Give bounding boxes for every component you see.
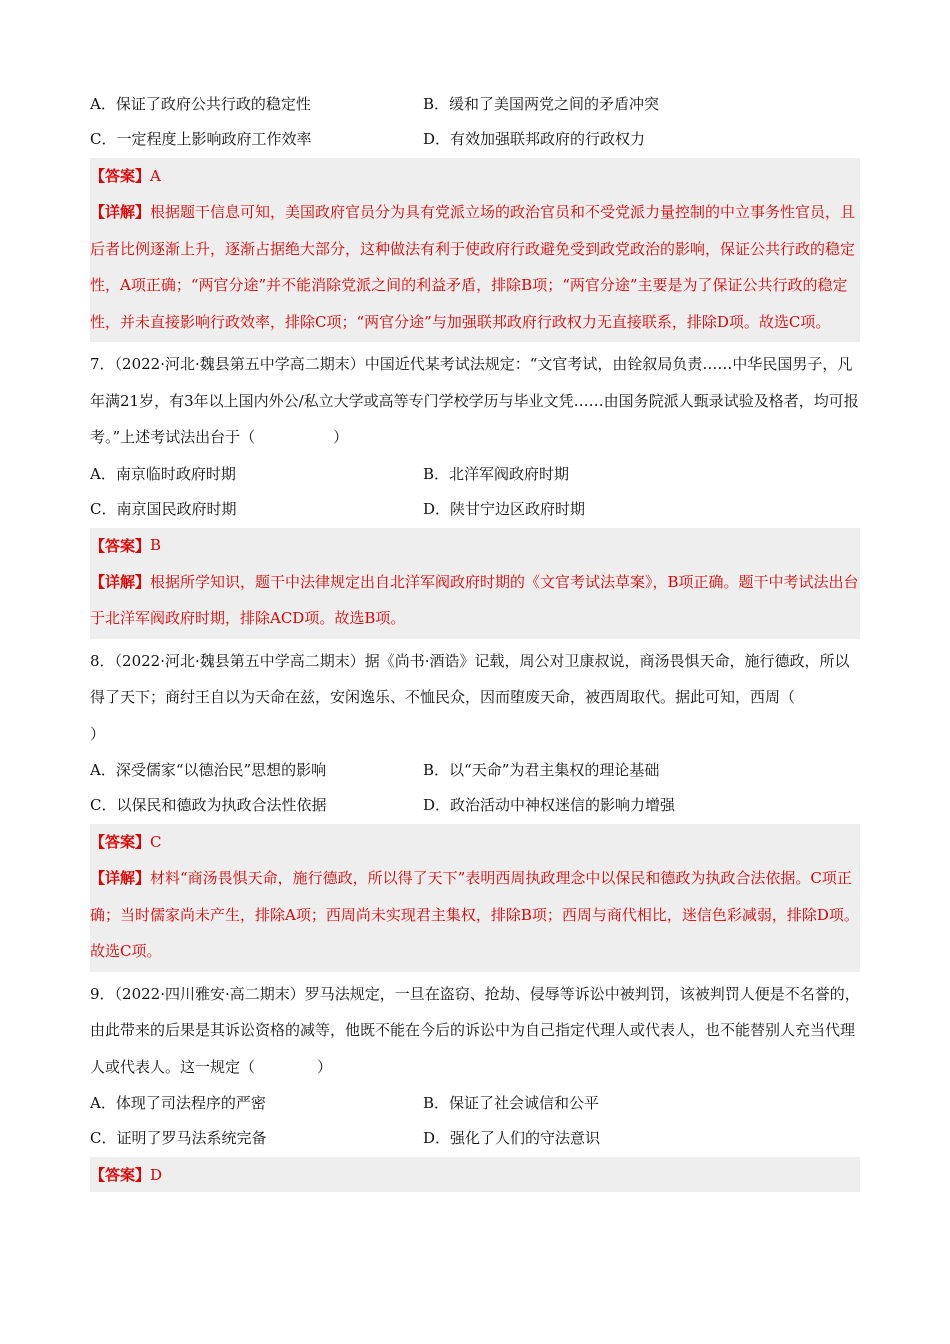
question-9-options [90,1085,860,1155]
answer-value: D [150,1165,163,1184]
option-row [90,1085,860,1120]
option-a: A．南京临时政府时期 [90,464,236,483]
answer-tag: 【答案】 [90,536,151,555]
answer-box-7 [90,528,860,639]
option-a: A．深受儒家“以德治民”思想的影响 [90,761,327,779]
stem-text: 9．（2022·四川雅安·高二期末）罗马法规定，一旦在盗窃、抢劫、侵辱等诉讼中被判罚，该被判罚人便是不名誉的，由此带来的后果是其诉讼资格的减等，他既不能在今后的诉讼中为自己指定代理人或代表人，也不能替别人充当代理人或代表人。这一规定（ [90,984,860,1076]
answer-tag: 【答案】 [90,167,151,185]
option-c: C．证明了罗马法系统完备 [90,1129,267,1147]
question-8-options [90,752,860,822]
explanation [90,193,860,342]
answer-tag: 【答案】 [90,1166,151,1184]
stem-text: 8．（2022·河北·魏县第五中学高二期末）据《尚书·酒诰》记载，周公对卫康叔说，商汤畏惧天命，施行德政，所以得了天下；商纣王自以为天命在兹，安闲逸乐、不恤民众，因而堕废天命，被西周取代。据此可知，西周（ [90,651,850,706]
option-c: C．一定程度上影响政府工作效率 [90,130,312,148]
answer-line [90,824,860,859]
explanation [90,859,860,972]
explanation [90,563,860,639]
option-b: B．以“天命”为君主集权的理论基础 [423,761,660,779]
answer-value: A [150,166,161,185]
option-row [90,1120,860,1155]
answer-line [90,1157,860,1192]
option-c: C．以保民和德政为执政合法性依据 [90,796,327,814]
detail-text: 根据题干信息可知，美国政府官员分为具有党派立场的政治官员和不受党派力量控制的中立事务性官员，且后者比例逐渐上升，逐渐占据绝大部分，这种做法有利于使政府行政避免受到政党政治的影响，保证公共行政的稳定性，A项正确；“两官分途”并不能消除党派之间的利益矛盾，排除B项；“两官分途”主要是为了保证公共行政的稳定性，并未直接影响行政效率，排除C项；“两官分途”与加强联邦政府行政权力无直接联系，排除D项。故选C项。 [90,203,856,331]
option-row [90,456,860,491]
detail-text: 材料“商汤畏惧天命，施行德政，所以得了天下”表明西周执政理念中以保民和德政为执政合法依据。C项正确；当时儒家尚未产生，排除A项；西周尚未实现君主集权，排除B项；西周与商代相比，迷信色彩减弱，排除D项。故选C项。 [90,869,859,960]
answer-box-9 [90,1157,860,1192]
stem-end: ） [90,724,106,743]
stem-end: ） [317,1057,333,1076]
stem-end: ） [333,428,349,446]
question-9-stem [90,974,860,1086]
question-7-options [90,456,860,526]
answer-value: C [150,832,162,851]
stem-text: 7．（2022·河北·魏县第五中学高二期末）中国近代某考试法规定：“文官考试，由铨叙局负责……中华民国男子，凡年满21岁，有3年以上国内外公/私立大学或高等专门学校学历与毕业文凭……由国务院派人甄录试验及格者，均可报考。”上述考试法出台于（ [90,355,859,446]
answer-tag: 【答案】 [90,833,151,851]
option-b: B．北洋军阀政府时期 [423,464,570,483]
option-c: C．南京国民政府时期 [90,499,237,518]
detail-text: 根据所学知识，题干中法律规定出自北洋军阀政府时期的《文官考试法草案》，B项正确。题干中考试法出台于北洋军阀政府时期，排除ACD项。故选B项。 [90,572,859,627]
question-6-options [90,86,860,156]
answer-value: B [150,536,162,554]
answer-box-8 [90,824,860,972]
option-d: D．有效加强联邦政府的行政权力 [423,130,646,148]
option-row [90,787,860,822]
detail-tag: 【详解】 [90,572,151,591]
option-row [90,121,860,156]
detail-tag: 【详解】 [90,203,151,221]
question-7-stem [90,344,860,456]
option-a: A．保证了政府公共行政的稳定性 [90,95,311,113]
option-d: D．政治活动中神权迷信的影响力增强 [423,796,676,814]
option-d: D．强化了人们的守法意识 [423,1129,601,1147]
option-b: B．保证了社会诚信和公平 [423,1094,600,1112]
detail-tag: 【详解】 [90,869,151,887]
option-d: D．陕甘宁边区政府时期 [423,499,586,518]
document-page [90,86,860,1194]
option-row [90,491,860,526]
answer-line [90,158,860,193]
answer-line [90,528,860,563]
question-8-stem [90,641,860,753]
option-a: A．体现了司法程序的严密 [90,1094,266,1112]
answer-box-6 [90,158,860,342]
option-b: B．缓和了美国两党之间的矛盾冲突 [423,95,660,113]
option-row [90,86,860,121]
option-row [90,752,860,787]
